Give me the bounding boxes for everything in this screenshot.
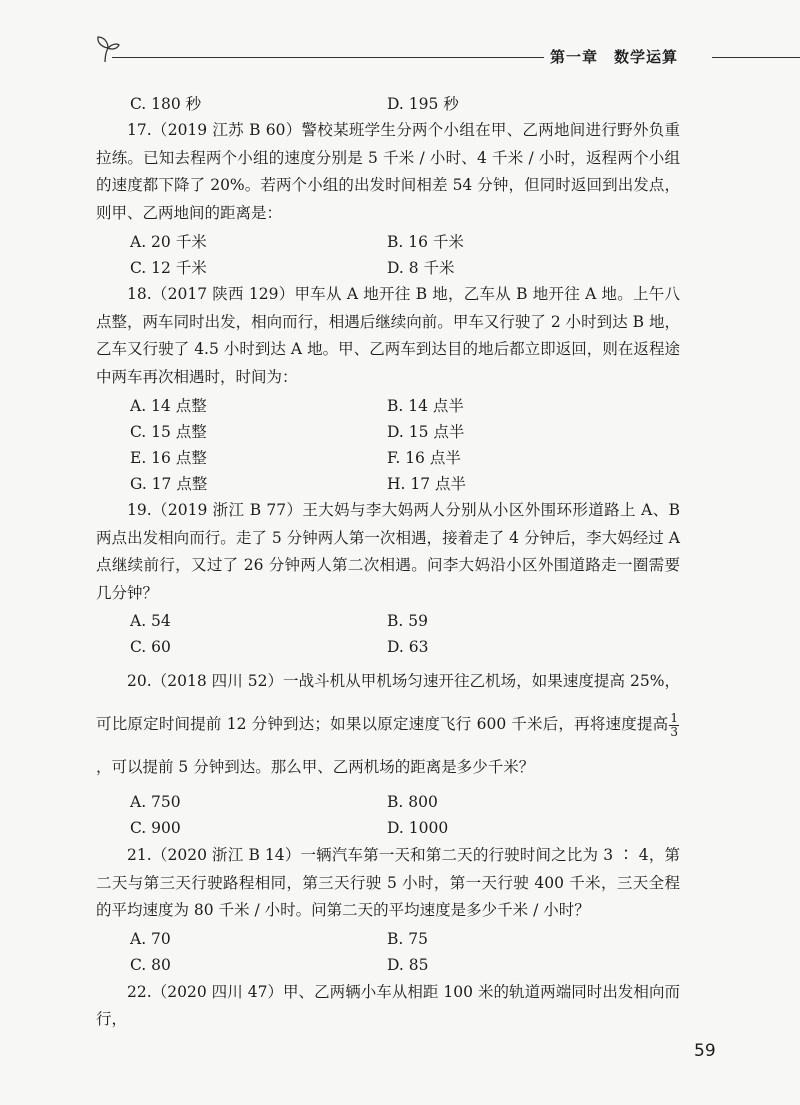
options-row (96, 444, 680, 470)
option-item: D. 63 (387, 638, 429, 656)
option-item: C. 80 (130, 955, 171, 974)
option-item: D. 8 千米 (387, 259, 455, 277)
option-item: B. 800 (387, 793, 438, 811)
header-rule-left (112, 57, 544, 58)
options-row (96, 90, 680, 116)
option-item: D. 195 秒 (387, 95, 459, 113)
option-item: A. 14 点整 (130, 397, 207, 415)
options-row (96, 815, 680, 841)
option-item: F. 16 点半 (387, 449, 461, 467)
options-row (96, 608, 680, 634)
option-item: C. 15 点整 (130, 423, 207, 441)
option-item: A. 70 (130, 929, 171, 948)
option-item: C. 900 (130, 819, 181, 837)
option-item: B. 14 点半 (387, 397, 464, 415)
question-text: 18.（2017 陕西 129）甲车从 A 地开往 B 地，乙车从 B 地开往 A 地。上午八点整，两车同时出发，相向而行，相遇后继续向前。甲车又行驶了 2 小时到达 B 地，乙车又行驶了 4.5 小时到达 A 地。甲、乙两车到达目的地后都立即返回，则在返程途中两车再次相遇时，时间为： (96, 285, 680, 386)
option-item: G. 17 点整 (130, 475, 208, 493)
question-text: 19.（2019 浙江 B 77）王大妈与李大妈两人分别从小区外围环形道路上 A、B 两点出发相向而行。走了 5 分钟两人第一次相遇，接着走了 4 分钟后，李大妈经过 A 点继续前行，又过了 26 分钟两人第二次相遇。问李大妈沿小区外围道路走一圈需要几分钟？ (96, 501, 680, 602)
question-text: 17.（2019 江苏 B 60）警校某班学生分两个小组在甲、乙两地间进行野外负重拉练。已知去程两个小组的速度分别是 5 千米 / 小时、4 千米 / 小时，返程两个小组的速度都下降了 20%。若两个小组的出发时间相差 54 分钟，但同时返回到出发点，则甲、乙两地间的距离是： (96, 121, 680, 222)
options-row (96, 228, 680, 254)
question-text: 21.（2020 浙江 B 14）一辆汽车第一天和第二天的行驶时间之比为 3 ∶ 4，第二天与第三天行驶路程相同，第三天行驶 5 小时，第一天行驶 400 千米，三天全程的平均速度为 80 千米 / 小时。问第二天的平均速度是多少千米 / 小时？ (96, 846, 680, 919)
option-item: A. 750 (130, 793, 181, 811)
option-item: C. 180 秒 (130, 95, 202, 113)
question-text: 22.（2020 四川 47）甲、乙两辆小车从相距 100 米的轨道两端同时出发相向而行， (96, 982, 680, 1028)
sprout-icon (88, 34, 122, 64)
option-item: E. 16 点整 (130, 449, 207, 467)
question-text-part: ，可以提前 5 分钟到达。那么甲、乙两机场的距离是多少千米？ (96, 758, 535, 776)
option-item: B. 75 (387, 929, 428, 948)
options-row (96, 418, 680, 444)
option-item: B. 16 千米 (387, 233, 464, 251)
header-rule-right (712, 57, 800, 58)
options-row (96, 952, 680, 978)
option-item: B. 59 (387, 612, 428, 630)
options-row (96, 789, 680, 815)
page-number: 59 (694, 1041, 716, 1061)
options-row (96, 254, 680, 280)
option-item: C. 12 千米 (130, 259, 207, 277)
chapter-title: 第一章 数学运算 (550, 48, 679, 66)
options-row (96, 926, 680, 952)
options-row (96, 392, 680, 418)
fraction-numerator: 1 (670, 710, 678, 725)
option-item: D. 1000 (387, 819, 449, 837)
page-header (0, 0, 800, 80)
option-item: D. 85 (387, 955, 429, 974)
option-item: A. 20 千米 (130, 233, 207, 251)
fraction-denominator: 3 (670, 724, 678, 739)
option-item: C. 60 (130, 638, 171, 656)
option-item: D. 15 点半 (387, 423, 465, 441)
option-item: H. 17 点半 (387, 475, 467, 493)
options-row (96, 634, 680, 660)
question-text (96, 660, 680, 789)
options-row (96, 470, 680, 496)
page-content (96, 90, 680, 1035)
option-item: A. 54 (130, 612, 171, 630)
fraction (669, 712, 679, 739)
question-text-part: 20.（2018 四川 52）一战斗机从甲机场匀速开往乙机场，如果速度提高 25%，可比原定时间提前 12 分钟到达；如果以原定速度飞行 600 千米后，再将速度提高 (96, 672, 680, 733)
